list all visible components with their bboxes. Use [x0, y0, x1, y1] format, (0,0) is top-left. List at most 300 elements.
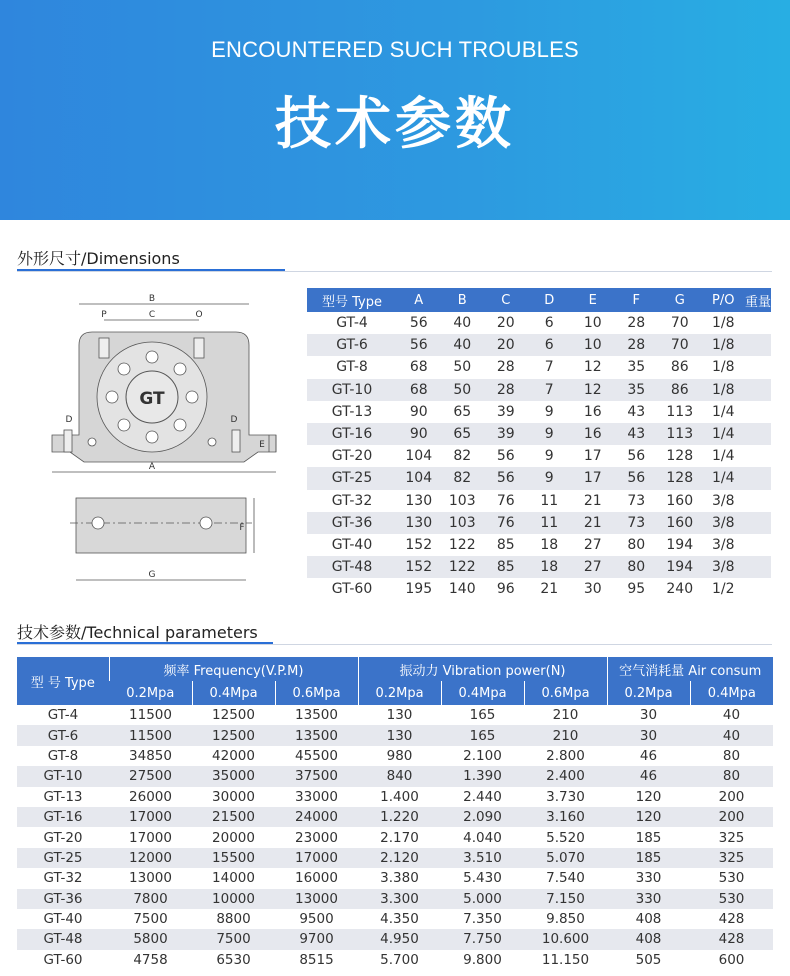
value-cell: 7.350	[463, 911, 502, 928]
value-cell: 40	[441, 334, 485, 356]
dim-header-e: E	[571, 288, 615, 312]
value-cell: 70	[670, 315, 689, 332]
value-cell: 9	[544, 403, 554, 420]
value-cell: 113	[658, 423, 702, 445]
value-cell: 3/8	[702, 556, 746, 578]
value-cell: 130	[397, 512, 441, 534]
value-cell: 40	[722, 707, 741, 724]
value-cell: 6530	[216, 951, 251, 968]
model-cell: GT-60	[331, 581, 373, 598]
value-cell: 85	[484, 556, 528, 578]
value-cell: 17000	[275, 848, 358, 868]
value-cell: 3.160	[524, 807, 607, 827]
value-cell: 28	[615, 334, 659, 356]
value-cell: 26000	[129, 788, 172, 805]
value-cell: 8800	[216, 911, 251, 928]
value-cell: 12	[583, 359, 602, 376]
value-cell: 43	[615, 423, 659, 445]
table-row	[17, 889, 773, 909]
tech-header-vibration: 振动力 Vibration power(N)	[358, 657, 607, 681]
dimensions-table	[307, 288, 771, 600]
model-cell: GT-10	[17, 766, 109, 786]
value-cell: 13500	[295, 707, 338, 724]
value-cell: 56	[484, 467, 528, 489]
value-cell: 50	[441, 379, 485, 401]
value-cell: 56	[409, 315, 428, 332]
value-cell: 210	[552, 707, 579, 724]
value-cell: 185	[635, 829, 662, 846]
tech-subheader: 0.6Mpa	[524, 681, 607, 705]
value-cell: 86	[658, 379, 702, 401]
model-cell: GT-36	[307, 512, 397, 534]
value-cell: 1/2	[711, 581, 735, 598]
value-cell: 7500	[192, 929, 275, 949]
value-cell: 325	[690, 848, 773, 868]
value-cell: 1.400	[380, 788, 419, 805]
value-cell: 128	[658, 467, 702, 489]
value-cell: 128	[666, 448, 694, 465]
value-cell: 65	[441, 423, 485, 445]
value-cell: 840	[358, 766, 441, 786]
tech-header-type: 型 号 Type	[17, 657, 109, 705]
value-cell: 325	[718, 829, 745, 846]
value-cell: 10000	[192, 889, 275, 909]
value-cell: 165	[441, 725, 524, 745]
dim-header-d: D	[528, 288, 572, 312]
table-row	[307, 312, 771, 334]
technical-header-row-2	[17, 681, 773, 705]
value-cell: 16000	[295, 870, 338, 887]
value-cell: 40	[453, 315, 472, 332]
value-cell: 76	[484, 512, 528, 534]
empty-cell	[745, 312, 771, 334]
value-cell: 8515	[299, 951, 334, 968]
dim-header-f: F	[615, 288, 659, 312]
value-cell: 3.730	[546, 788, 585, 805]
value-cell: 80	[615, 556, 659, 578]
value-cell: 200	[690, 807, 773, 827]
value-cell: 56	[496, 448, 515, 465]
table-row	[307, 334, 771, 356]
value-cell: 40	[690, 725, 773, 745]
value-cell: 152	[397, 556, 441, 578]
table-row	[17, 787, 773, 807]
value-cell: 50	[453, 359, 472, 376]
drawing-label-d-right: D	[230, 415, 238, 425]
drawing-label-e: E	[259, 440, 265, 450]
value-cell: 3/8	[711, 492, 735, 509]
value-cell: 600	[718, 951, 745, 968]
table-row	[17, 909, 773, 929]
table-row	[17, 827, 773, 847]
model-cell: GT-60	[43, 951, 83, 968]
value-cell: 18	[528, 556, 572, 578]
value-cell: 80	[627, 536, 646, 553]
value-cell: 12500	[192, 725, 275, 745]
dimensions-header-row	[307, 288, 771, 312]
drawing-label-d-left: D	[65, 415, 73, 425]
value-cell: 5.070	[524, 848, 607, 868]
value-cell: 80	[722, 747, 741, 764]
value-cell: 13500	[275, 725, 358, 745]
banner-subtitle: ENCOUNTERED SUCH TROUBLES	[211, 37, 579, 62]
value-cell: 70	[658, 334, 702, 356]
model-cell: GT-20	[43, 829, 83, 846]
drawing-label-p: P	[101, 310, 107, 320]
value-cell: 7	[528, 379, 572, 401]
value-cell: 103	[441, 512, 485, 534]
value-cell: 330	[635, 870, 662, 887]
table-row	[17, 807, 773, 827]
value-cell: 82	[453, 448, 472, 465]
empty-cell	[745, 512, 771, 534]
value-cell: 6	[544, 315, 554, 332]
value-cell: 65	[453, 403, 472, 420]
value-cell: 12500	[212, 707, 255, 724]
value-cell: 6	[528, 334, 572, 356]
value-cell: 11	[528, 512, 572, 534]
value-cell: 16	[571, 423, 615, 445]
table-row	[17, 868, 773, 888]
value-cell: 30000	[212, 788, 255, 805]
value-cell: 27	[571, 556, 615, 578]
value-cell: 122	[441, 556, 485, 578]
value-cell: 21	[540, 581, 559, 598]
value-cell: 9	[528, 423, 572, 445]
value-cell: 17000	[129, 829, 172, 846]
table-row	[307, 578, 771, 600]
value-cell: 24000	[275, 807, 358, 827]
value-cell: 1/8	[702, 334, 746, 356]
value-cell: 210	[524, 725, 607, 745]
value-cell: 1.220	[358, 807, 441, 827]
value-cell: 408	[607, 929, 690, 949]
table-row	[17, 725, 773, 745]
value-cell: 21500	[192, 807, 275, 827]
table-row	[307, 445, 771, 467]
drawing-label-o: O	[195, 310, 203, 320]
technical-section-title: 技术参数/Technical parameters	[17, 623, 258, 642]
value-cell: 20000	[212, 829, 255, 846]
value-cell: 428	[690, 929, 773, 949]
value-cell: 1.390	[441, 766, 524, 786]
table-row	[17, 746, 773, 766]
value-cell: 14000	[212, 870, 255, 887]
vibrator-dimension-drawing	[44, 290, 284, 590]
value-cell: 28	[627, 315, 646, 332]
value-cell: 3.300	[358, 889, 441, 909]
value-cell: 185	[607, 848, 690, 868]
dimensions-table-body	[307, 312, 771, 600]
dimensions-section-title: 外形尺寸/Dimensions	[17, 249, 180, 268]
value-cell: 20	[496, 315, 515, 332]
value-cell: 73	[627, 492, 646, 509]
value-cell: 30	[639, 707, 658, 724]
table-row	[307, 556, 771, 578]
value-cell: 5.000	[441, 889, 524, 909]
value-cell: 76	[496, 492, 515, 509]
dim-header-weight: 重量	[745, 288, 771, 312]
value-cell: 37500	[275, 766, 358, 786]
model-cell: GT-13	[43, 788, 83, 805]
model-cell: GT-48	[17, 929, 109, 949]
value-cell: 13000	[129, 870, 172, 887]
value-cell: 35	[615, 379, 659, 401]
model-cell: GT-4	[47, 707, 79, 724]
empty-cell	[745, 356, 771, 378]
empty-cell	[745, 401, 771, 423]
value-cell: 165	[469, 707, 496, 724]
value-cell: 2.100	[463, 747, 502, 764]
value-cell: 39	[484, 423, 528, 445]
value-cell: 56	[615, 467, 659, 489]
value-cell: 23000	[295, 829, 338, 846]
value-cell: 17000	[109, 807, 192, 827]
value-cell: 12	[571, 379, 615, 401]
value-cell: 16	[583, 403, 602, 420]
value-cell: 2.440	[463, 788, 502, 805]
value-cell: 9500	[299, 911, 334, 928]
drawing-label-gt: GT	[139, 389, 165, 409]
value-cell: 160	[666, 492, 694, 509]
model-cell: GT-6	[307, 334, 397, 356]
dim-header-a: A	[397, 288, 441, 312]
table-row	[17, 705, 773, 725]
value-cell: 1/8	[702, 379, 746, 401]
value-cell: 9	[528, 467, 572, 489]
value-cell: 46	[639, 747, 658, 764]
value-cell: 90	[409, 403, 428, 420]
value-cell: 17	[571, 467, 615, 489]
model-cell: GT-48	[307, 556, 397, 578]
value-cell: 10.600	[524, 929, 607, 949]
value-cell: 4.040	[463, 829, 502, 846]
dim-header-c: C	[484, 288, 528, 312]
value-cell: 408	[635, 911, 662, 928]
value-cell: 90	[397, 423, 441, 445]
value-cell: 12000	[109, 848, 192, 868]
value-cell: 33000	[295, 788, 338, 805]
value-cell: 11	[540, 492, 559, 509]
dim-header-b: B	[441, 288, 485, 312]
value-cell: 530	[690, 889, 773, 909]
drawing-label-c: C	[148, 310, 156, 320]
value-cell: 73	[615, 512, 659, 534]
tech-subheader: 0.2Mpa	[607, 681, 690, 705]
value-cell: 5.520	[546, 829, 585, 846]
value-cell: 130	[386, 707, 413, 724]
technical-table-body	[17, 705, 773, 970]
model-cell: GT-25	[307, 467, 397, 489]
empty-cell	[745, 445, 771, 467]
value-cell: 140	[448, 581, 476, 598]
value-cell: 1/4	[711, 448, 735, 465]
drawing-label-a: A	[148, 462, 156, 472]
empty-cell	[745, 556, 771, 578]
value-cell: 45500	[295, 747, 338, 764]
table-row	[307, 467, 771, 489]
value-cell: 7.150	[524, 889, 607, 909]
value-cell: 7500	[133, 911, 168, 928]
model-cell: GT-16	[307, 423, 397, 445]
value-cell: 5.700	[380, 951, 419, 968]
value-cell: 11.150	[541, 951, 590, 968]
value-cell: 27500	[109, 766, 192, 786]
table-row	[307, 534, 771, 556]
value-cell: 3/8	[711, 536, 735, 553]
value-cell: 68	[397, 379, 441, 401]
value-cell: 1/4	[711, 403, 735, 420]
value-cell: 3.380	[380, 870, 419, 887]
empty-cell	[745, 490, 771, 512]
technical-divider	[17, 644, 772, 645]
value-cell: 103	[448, 492, 476, 509]
value-cell: 4.350	[380, 911, 419, 928]
value-cell: 27	[583, 536, 602, 553]
empty-cell	[745, 578, 771, 600]
value-cell: 11500	[109, 725, 192, 745]
model-cell: GT-20	[331, 448, 373, 465]
value-cell: 1/8	[711, 315, 735, 332]
header-banner	[0, 0, 790, 220]
value-cell: 195	[405, 581, 433, 598]
value-cell: 2.120	[358, 848, 441, 868]
model-cell: GT-13	[331, 403, 373, 420]
drawing-label-f: F	[239, 523, 245, 533]
value-cell: 1/4	[702, 467, 746, 489]
table-row	[307, 490, 771, 512]
value-cell: 120	[607, 807, 690, 827]
table-row	[17, 766, 773, 786]
value-cell: 35000	[192, 766, 275, 786]
value-cell: 505	[635, 951, 662, 968]
value-cell: 85	[496, 536, 515, 553]
value-cell: 330	[607, 889, 690, 909]
table-row	[307, 379, 771, 401]
value-cell: 104	[405, 448, 433, 465]
value-cell: 3.510	[441, 848, 524, 868]
value-cell: 9	[544, 448, 554, 465]
value-cell: 56	[397, 334, 441, 356]
value-cell: 194	[666, 536, 694, 553]
value-cell: 68	[409, 359, 428, 376]
tech-header-air: 空气消耗量 Air consum	[607, 657, 773, 681]
value-cell: 28	[496, 359, 515, 376]
value-cell: 1/8	[711, 359, 735, 376]
tech-subheader: 0.4Mpa	[690, 681, 773, 705]
value-cell: 2.090	[441, 807, 524, 827]
tech-subheader: 0.6Mpa	[275, 681, 358, 705]
value-cell: 240	[666, 581, 694, 598]
value-cell: 194	[658, 556, 702, 578]
value-cell: 13000	[275, 889, 358, 909]
empty-cell	[745, 423, 771, 445]
value-cell: 34850	[129, 747, 172, 764]
model-cell: GT-6	[17, 725, 109, 745]
value-cell: 96	[496, 581, 515, 598]
model-cell: GT-10	[307, 379, 397, 401]
value-cell: 5.430	[463, 870, 502, 887]
value-cell: 46	[607, 766, 690, 786]
value-cell: 7800	[109, 889, 192, 909]
model-cell: GT-36	[17, 889, 109, 909]
value-cell: 15500	[192, 848, 275, 868]
dim-header-po: P/O	[702, 288, 746, 312]
tech-subheader: 0.4Mpa	[441, 681, 524, 705]
empty-cell	[745, 467, 771, 489]
empty-cell	[745, 379, 771, 401]
value-cell: 10	[583, 315, 602, 332]
value-cell: 30	[583, 581, 602, 598]
value-cell: 17	[583, 448, 602, 465]
value-cell: 5800	[109, 929, 192, 949]
value-cell: 42000	[212, 747, 255, 764]
value-cell: 130	[405, 492, 433, 509]
tech-subheader: 0.4Mpa	[192, 681, 275, 705]
value-cell: 3/8	[702, 512, 746, 534]
dimensions-divider	[17, 271, 772, 272]
model-cell: GT-4	[336, 315, 368, 332]
value-cell: 10	[571, 334, 615, 356]
value-cell: 82	[441, 467, 485, 489]
value-cell: 21	[571, 512, 615, 534]
value-cell: 130	[358, 725, 441, 745]
value-cell: 7.540	[546, 870, 585, 887]
technical-header-row-1	[17, 657, 773, 681]
value-cell: 160	[658, 512, 702, 534]
value-cell: 56	[627, 448, 646, 465]
value-cell: 95	[627, 581, 646, 598]
value-cell: 18	[540, 536, 559, 553]
tech-header-frequency: 频率 Frequency(V.P.M)	[109, 657, 358, 681]
value-cell: 4758	[133, 951, 168, 968]
model-cell: GT-25	[17, 848, 109, 868]
value-cell: 30	[607, 725, 690, 745]
empty-cell	[745, 534, 771, 556]
value-cell: 20	[484, 334, 528, 356]
table-row	[307, 356, 771, 378]
value-cell: 21	[583, 492, 602, 509]
value-cell: 11500	[129, 707, 172, 724]
value-cell: 35	[627, 359, 646, 376]
table-row	[17, 950, 773, 970]
value-cell: 1/4	[702, 423, 746, 445]
table-row	[307, 401, 771, 423]
value-cell: 7.750	[441, 929, 524, 949]
value-cell: 9.850	[546, 911, 585, 928]
model-cell: GT-40	[43, 911, 83, 928]
value-cell: 2.400	[524, 766, 607, 786]
model-cell: GT-32	[43, 870, 83, 887]
empty-cell	[745, 334, 771, 356]
value-cell: 530	[718, 870, 745, 887]
value-cell: 9.800	[463, 951, 502, 968]
value-cell: 39	[496, 403, 515, 420]
table-row	[17, 848, 773, 868]
value-cell: 980	[386, 747, 413, 764]
tech-subheader: 0.2Mpa	[109, 681, 192, 705]
drawing-label-g: G	[148, 570, 156, 580]
value-cell: 2.800	[546, 747, 585, 764]
table-row	[17, 929, 773, 949]
tech-subheader: 0.2Mpa	[358, 681, 441, 705]
value-cell: 7	[544, 359, 554, 376]
value-cell: 428	[718, 911, 745, 928]
value-cell: 43	[627, 403, 646, 420]
value-cell: 86	[670, 359, 689, 376]
model-cell: GT-8	[47, 747, 79, 764]
banner-title: 技术参数	[275, 92, 515, 157]
